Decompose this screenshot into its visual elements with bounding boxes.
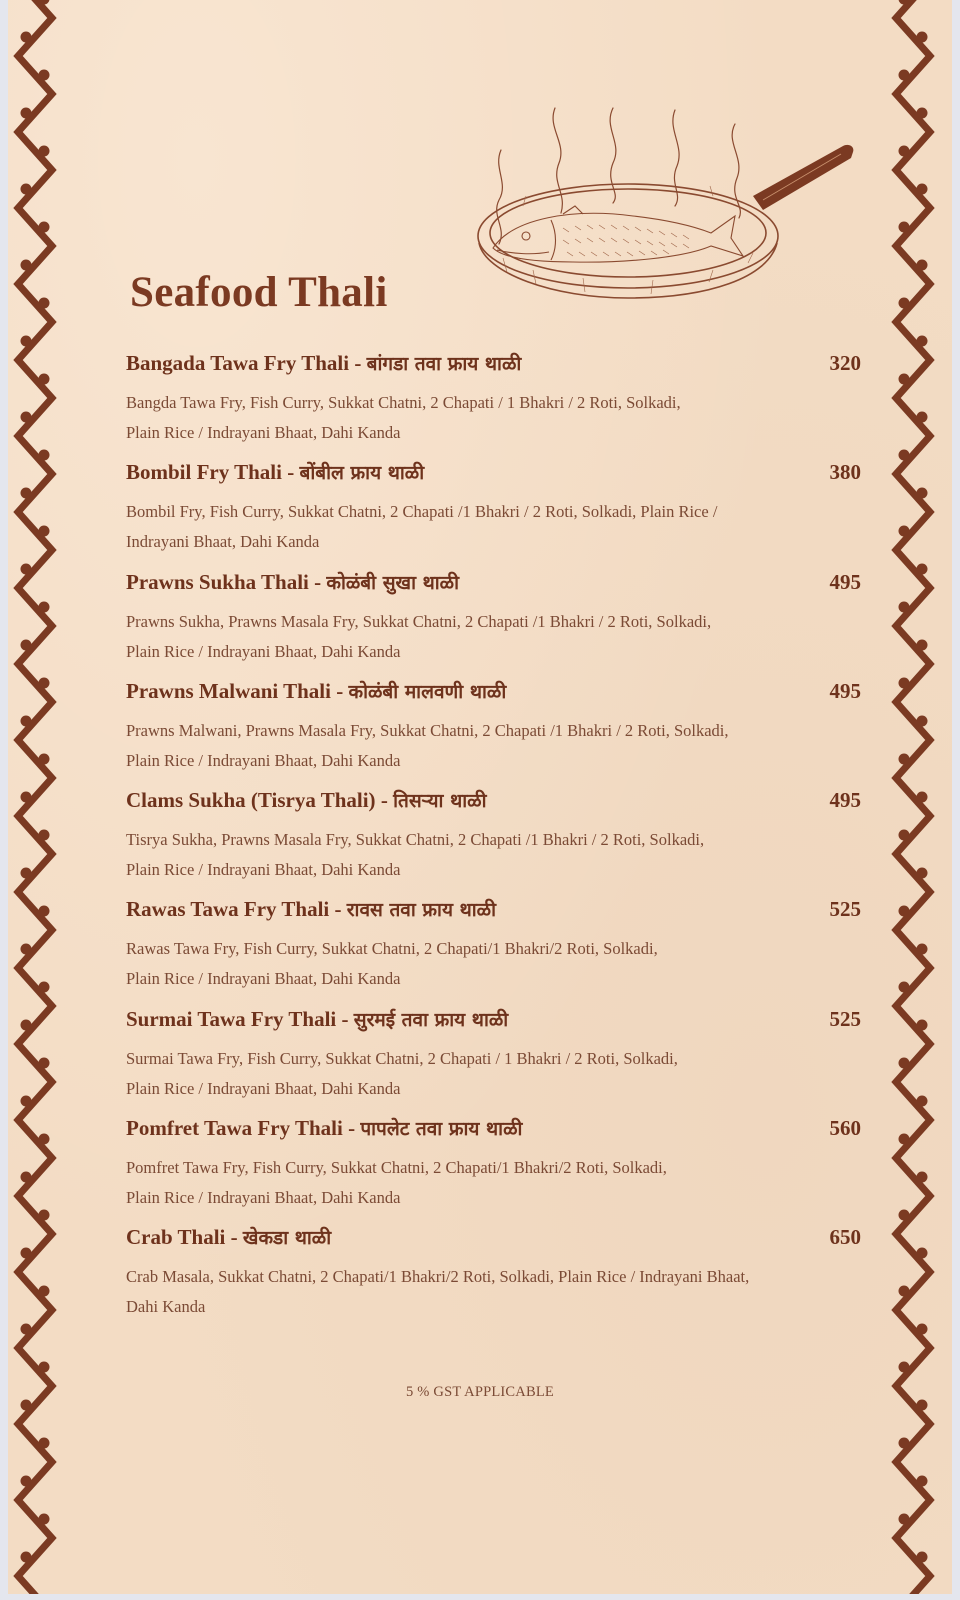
item-name-separator: - [342,1116,361,1141]
item-description-line: Surmai Tawa Fry, Fish Curry, Sukkat Chatni, 2 Chapati / 1 Bhakri / 2 Roti, Solkadi, [126,1048,678,1068]
item-name-english: Prawns Malwani Thali [126,678,331,703]
item-description-line: Tisrya Sukha, Prawns Masala Fry, Sukkat Chatni, 2 Chapati /1 Bhakri / 2 Roti, Solkadi, [126,830,705,850]
item-price: 525 [829,1006,861,1031]
item-price: 560 [829,1116,861,1141]
item-name-marathi: कोळंबी सुखा थाळी [326,571,460,594]
item-description [126,1153,776,1213]
item-name-english: Bangada Tawa Fry Thali [126,351,350,375]
menu-page [8,0,952,1594]
item-description-line: Prawns Sukha, Prawns Masala Fry, Sukkat Chatni, 2 Chapati /1 Bhakri / 2 Roti, Solkadi, [126,611,712,631]
menu-item [126,459,861,568]
item-description-line: Rawas Tawa Fry, Fish Curry, Sukkat Chatni, 2 Chapati/1 Bhakri/2 Roti, Solkadi, [126,939,658,959]
page-title: Seafood Thali [130,269,388,316]
item-description [126,607,776,667]
item-name-marathi: खेकडा थाळी [242,1227,332,1250]
item-title [126,787,487,813]
item-name-english: Prawns Sukha Thali [126,569,309,594]
item-description [126,934,776,994]
item-title [126,350,521,376]
item-description [126,716,776,776]
item-name-separator: - [308,569,327,594]
item-description-line: Pomfret Tawa Fry, Fish Curry, Sukkat Chatni, 2 Chapati/1 Bhakri/2 Roti, Solkadi, [126,1158,667,1178]
item-price: 380 [829,460,861,485]
item-name-marathi: बांगडा तवा फ्राय थाळी [366,353,522,375]
item-name-separator: - [349,351,367,375]
item-description [126,388,776,448]
menu-item [126,1115,861,1224]
zigzag-dots-border-right [880,0,940,1594]
item-title [126,1115,522,1141]
item-name-english: Surmai Tawa Fry Thali [126,1006,337,1031]
item-name-marathi: रावस तवा फ्राय थाळी [346,899,497,922]
item-description-line: Plain Rice / Indrayani Bhaat, Dahi Kanda [126,1188,401,1208]
item-description-line: Indrayani Bhaat, Dahi Kanda [126,532,320,552]
item-name-marathi: बोंबील फ्राय थाळी [299,462,425,485]
item-price: 525 [829,897,861,922]
item-name-separator: - [281,460,300,485]
item-description-line: Plain Rice / Indrayani Bhaat, Dahi Kanda [126,860,401,880]
item-name-separator: - [225,1225,243,1250]
menu-item [126,678,861,787]
menu-item [126,1006,861,1115]
item-description [126,497,776,557]
item-description [126,1044,776,1104]
item-description-line: Plain Rice / Indrayani Bhaat, Dahi Kanda [126,1078,401,1098]
menu-item [126,896,861,1005]
item-name-english: Clams Sukha (Tisrya Thali) [126,788,376,813]
item-name-marathi: सुरमई तवा फ्राय थाळी [353,1008,509,1031]
item-name-marathi: पापलेट तवा फ्राय थाळी [360,1118,523,1141]
item-description-line: Dahi Kanda [126,1297,206,1317]
item-name-separator: - [336,1006,354,1031]
item-title [126,678,506,704]
menu-item [126,1224,861,1333]
item-name-marathi: तिसऱ्या थाळी [393,790,487,813]
fish-in-frying-pan-icon [463,88,873,313]
gst-note: 5 % GST APPLICABLE [406,1384,554,1400]
menu-item [126,350,861,459]
item-price: 495 [829,788,861,813]
item-description [126,1262,776,1322]
item-description-line: Plain Rice / Indrayani Bhaat, Dahi Kanda [126,641,401,661]
zigzag-dots-border-left [8,0,68,1594]
item-title [126,459,424,485]
item-description-line: Crab Masala, Sukkat Chatni, 2 Chapati/1 Bhakri/2 Roti, Solkadi, Plain Rice / Indrayani Bhaat, [126,1267,750,1287]
menu-item [126,569,861,678]
menu-list [126,350,861,1334]
item-title [126,896,496,922]
item-name-english: Bombil Fry Thali [126,460,282,485]
item-name-english: Pomfret Tawa Fry Thali [126,1116,343,1141]
item-description-line: Prawns Malwani, Prawns Masala Fry, Sukkat Chatni, 2 Chapati /1 Bhakri / 2 Roti, Solkadi, [126,720,729,740]
item-price: 495 [829,569,861,594]
item-title [126,1224,331,1250]
item-description [126,825,776,885]
item-name-english: Rawas Tawa Fry Thali [126,897,330,922]
item-description-line: Bangda Tawa Fry, Fish Curry, Sukkat Chatni, 2 Chapati / 1 Bhakri / 2 Roti, Solkadi, [126,393,681,412]
item-description-line: Plain Rice / Indrayani Bhaat, Dahi Kanda [126,423,401,442]
item-price: 650 [829,1225,861,1250]
item-name-separator: - [375,788,394,813]
item-name-separator: - [330,678,349,703]
item-description-line: Plain Rice / Indrayani Bhaat, Dahi Kanda [126,750,401,770]
item-description-line: Plain Rice / Indrayani Bhaat, Dahi Kanda [126,969,401,989]
item-title [126,1006,508,1032]
item-price: 495 [829,678,861,703]
item-description-line: Bombil Fry, Fish Curry, Sukkat Chatni, 2 Chapati /1 Bhakri / 2 Roti, Solkadi, Plain Rice / [126,502,718,522]
item-name-marathi: कोळंबी मालवणी थाळी [348,680,507,703]
menu-item [126,787,861,896]
item-title [126,569,459,595]
item-name-separator: - [329,897,347,922]
item-name-english: Crab Thali [126,1225,226,1250]
item-price: 320 [829,351,861,375]
